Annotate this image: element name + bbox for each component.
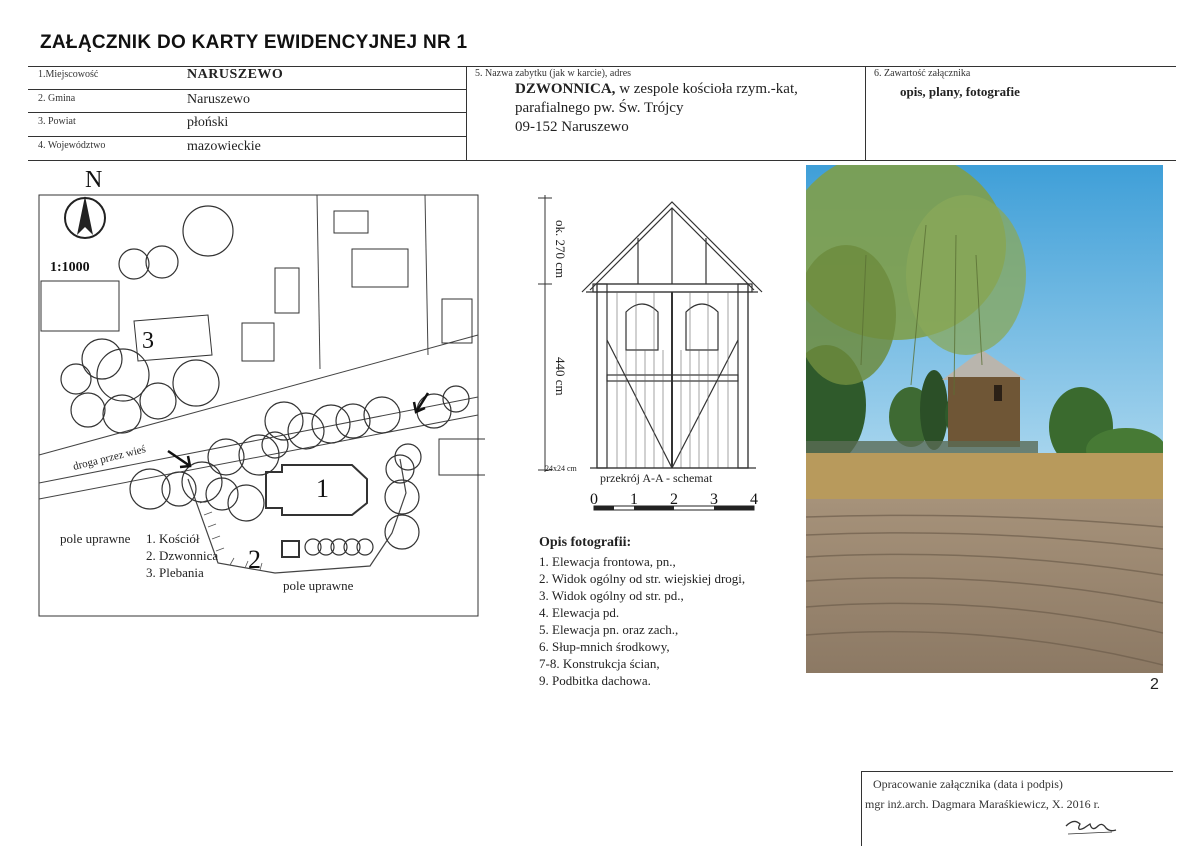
scale-label-2: 2 bbox=[670, 491, 678, 508]
scale-label-1: 1 bbox=[630, 491, 638, 508]
list-item: 7-8. Konstrukcja ścian, bbox=[539, 656, 660, 671]
table-row-divider bbox=[28, 136, 466, 137]
plan-number-2: 2 bbox=[248, 545, 261, 574]
field-label-commune: 2. Gmina bbox=[38, 93, 76, 104]
north-label: N bbox=[85, 167, 103, 193]
elevation-drawing bbox=[530, 190, 770, 515]
list-item: 9. Podbitka dachowa. bbox=[539, 673, 651, 688]
site-plan bbox=[30, 163, 485, 623]
legend-item-church: 1. Kościół bbox=[146, 531, 200, 546]
list-item: 4. Elewacja pd. bbox=[539, 605, 620, 620]
scale-label-0: 0 bbox=[590, 491, 598, 508]
north-arrow-icon bbox=[65, 196, 105, 238]
field-value-locality: NARUSZEWO bbox=[187, 67, 284, 82]
table-col-divider bbox=[466, 66, 467, 160]
monument-line3: 09-152 Naruszewo bbox=[515, 119, 629, 135]
table-col-divider bbox=[865, 66, 866, 160]
dimension-line bbox=[538, 195, 552, 472]
plan-scale: 1:1000 bbox=[50, 260, 90, 275]
list-item: 1. Elewacja frontowa, pn., bbox=[539, 554, 676, 569]
table-row-divider bbox=[28, 89, 466, 90]
photo-desc-title: Opis fotografii: bbox=[539, 535, 632, 550]
buildings bbox=[41, 211, 485, 557]
scale-label-4: 4 bbox=[750, 491, 758, 508]
footer-author: mgr inż.arch. Dagmara Maraśkiewicz, X. 2016 r. bbox=[865, 797, 1100, 811]
field-label-bottom: pole uprawne bbox=[283, 578, 354, 593]
field-label-county: 3. Powiat bbox=[38, 116, 76, 127]
entrance-arrow-icon bbox=[168, 451, 190, 467]
field-value-voivodeship: mazowieckie bbox=[187, 139, 261, 154]
post-size-label: 24x24 cm bbox=[545, 464, 577, 473]
roof bbox=[582, 202, 762, 292]
scale-label-3: 3 bbox=[710, 491, 718, 508]
signature bbox=[1060, 810, 1120, 840]
footer-label: Opracowanie załącznika (data i podpis) bbox=[873, 777, 1063, 791]
field-label-left: pole uprawne bbox=[60, 531, 131, 546]
legend-item-rectory: 3. Plebania bbox=[146, 565, 204, 580]
contents-value: opis, plany, fotografie bbox=[900, 84, 1020, 99]
list-item: 6. Słup-mnich środkowy, bbox=[539, 639, 670, 654]
field-value-commune: Naruszewo bbox=[187, 92, 250, 107]
plan-number-3: 3 bbox=[142, 328, 154, 354]
footer-border-left bbox=[861, 771, 862, 846]
plan-number-1: 1 bbox=[316, 474, 329, 503]
footer-border-top bbox=[861, 771, 1173, 772]
dim-main-label: 440 cm bbox=[553, 357, 568, 396]
monument-line1-rest: w zespole kościoła rzym.-kat, bbox=[615, 81, 798, 97]
belfry-photo bbox=[806, 165, 1163, 673]
legend-item-belfry: 2. Dzwonnica bbox=[146, 548, 219, 563]
photo-image bbox=[806, 165, 1163, 673]
list-item: 3. Widok ogólny od str. pd., bbox=[539, 588, 684, 603]
list-item: 5. Elewacja pn. oraz zach., bbox=[539, 622, 679, 637]
photo-desc-list bbox=[539, 553, 745, 689]
dim-top-label: ok. 270 cm bbox=[553, 220, 568, 279]
contents-label: 6. Zawartość załącznika bbox=[874, 68, 971, 79]
monument-line2: parafialnego pw. Św. Trójcy bbox=[515, 100, 684, 116]
field-label-locality: 1.Miejscowość bbox=[38, 69, 99, 80]
section-caption: przekrój A-A - schemat bbox=[600, 471, 713, 485]
field-value-county: płoński bbox=[187, 115, 229, 130]
table-row-divider bbox=[28, 112, 466, 113]
monument-label: 5. Nazwa zabytku (jak w karcie), adres bbox=[475, 68, 632, 79]
monument-name: DZWONNICA, bbox=[515, 81, 616, 97]
monument-line1 bbox=[515, 81, 798, 98]
list-item: 2. Widok ogólny od str. wiejskiej drogi, bbox=[539, 571, 746, 586]
road-label: droga przez wieś bbox=[71, 443, 148, 473]
page-title: ZAŁĄCZNIK DO KARTY EWIDENCYJNEJ NR 1 bbox=[40, 32, 468, 53]
table-bottom-border bbox=[28, 160, 1176, 161]
field-label-voivodeship: 4. Województwo bbox=[38, 140, 106, 151]
photo-number: 2 bbox=[1150, 676, 1159, 693]
entrance-arrow-icon bbox=[414, 393, 428, 412]
